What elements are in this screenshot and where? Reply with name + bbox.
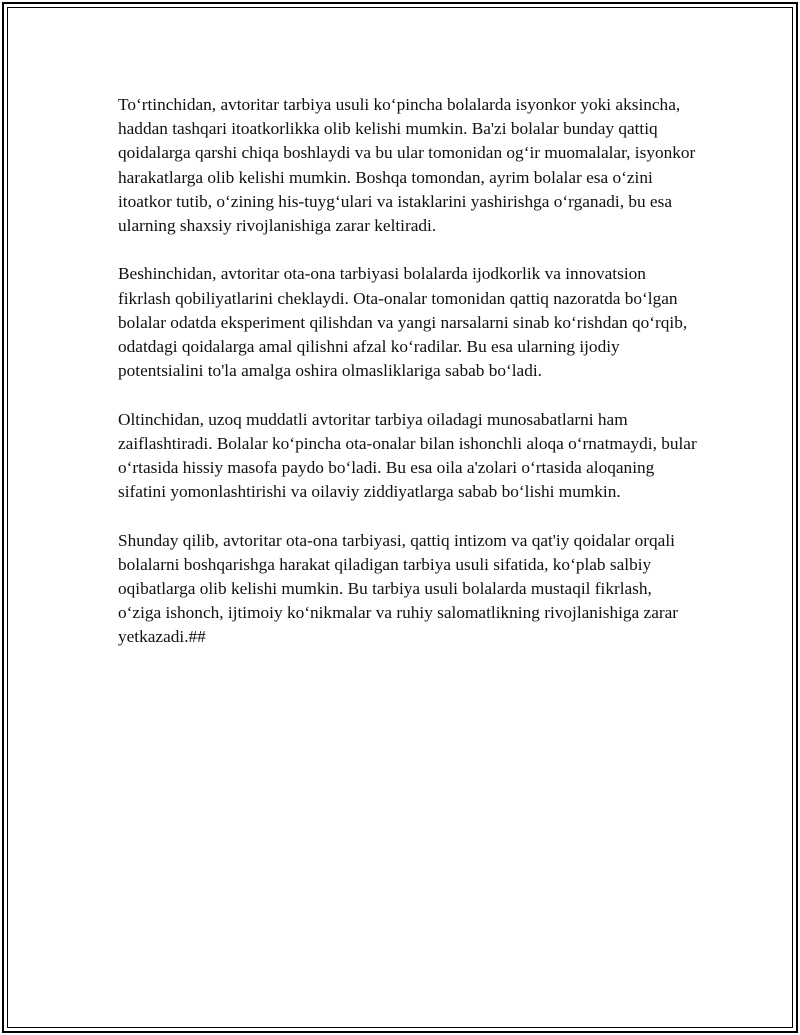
document-body [118,93,698,674]
paragraph-4: Shunday qilib, avtoritar ota-ona tarbiyasi, qattiq intizom va qat'iy qoidalar orqali bolalarni boshqarishga harakat qiladigan tarbiya usuli sifatida, ko‘plab salbiy oqibatlarga olib kelishi mumkin. Bu tarbiya usuli bolalarda mustaqil fikrlash, o‘ziga ishonch, ijtimoiy ko‘nikmalar va ruhiy salomatlikning rivojlanishiga zarar yetkazadi.## [118,530,679,647]
paragraph-1: To‘rtinchidan, avtoritar tarbiya usuli ko‘pincha bolalarda isyonkor yoki aksincha, haddan tashqari itoatkorlikka olib kelishi mumkin. Ba'zi bolalar bunday qattiq qoidalarga qarshi chiqa boshlaydi va bu ular tomonidan og‘ir muomalalar, isyonkor harakatlarga olib kelishi mumkin. Boshqa tomondan, ayrim bolalar esa o‘zini itoatkor tutib, o‘zining his-tuyg‘ulari va istaklarini yashirishga o‘rganadi, bu esa ularning shaxsiy rivojlanishiga zarar keltiradi. [118,95,696,236]
paragraph-3: Oltinchidan, uzoq muddatli avtoritar tarbiya oiladagi munosabatlarni ham zaiflashtiradi. Bolalar ko‘pincha ota-onalar bilan ishonchli aloqa o‘rnatmaydi, bular o‘rtasida hissiy masofa paydo bo‘ladi. Bu esa oila a'zolari o‘rtasida aloqaning sifatini yomonlashtirishi va oilaviy ziddiyatlarga sabab bo‘lishi mumkin. [118,409,697,502]
paragraph-2: Beshinchidan, avtoritar ota-ona tarbiyasi bolalarda ijodkorlik va innovatsion fikrlash qobiliyatlarini cheklaydi. Ota-onalar tomonidan qattiq nazoratda bo‘lgan bolalar odatda eksperiment qilishdan va yangi narsalarni sinab ko‘rishdan qo‘rqib, odatdagi qoidalarga amal qilishni afzal ko‘radilar. Bu esa ularning ijodiy potentsialini to'la amalga oshira olmasliklariga sabab bo‘ladi. [118,264,688,381]
